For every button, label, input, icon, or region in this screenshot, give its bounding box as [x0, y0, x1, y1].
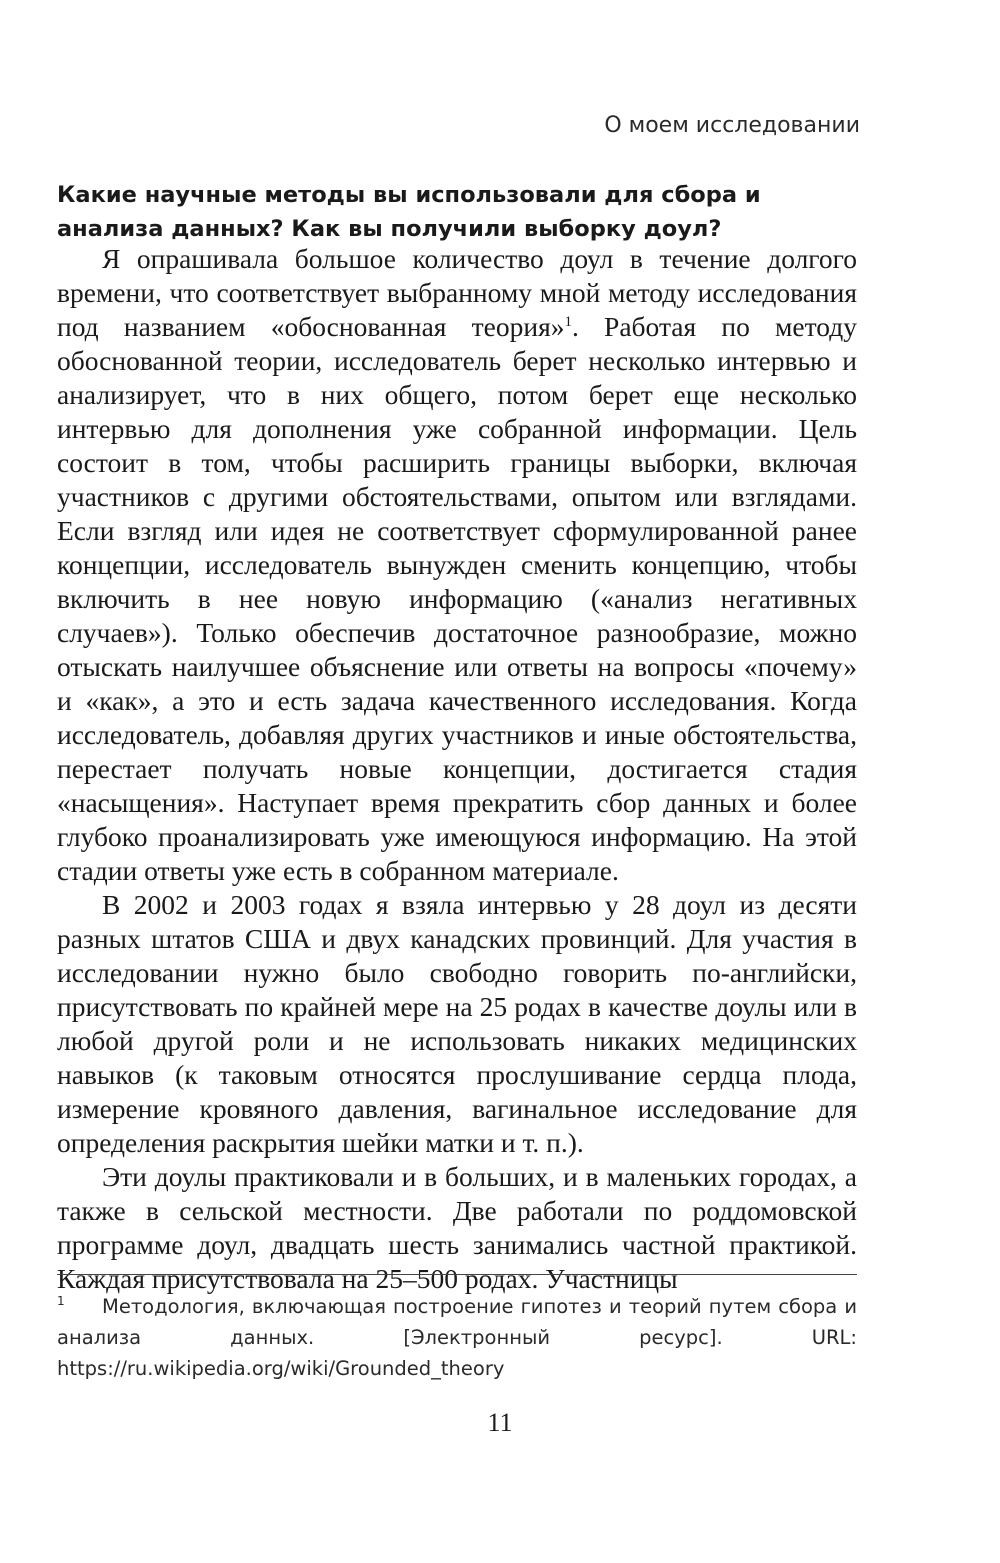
footnote-divider: [57, 1274, 857, 1275]
paragraph-1: [57, 242, 857, 888]
section-heading: Какие научные методы вы использовали для сбора и анализа данных? Как вы получили выборку доул?: [57, 182, 761, 242]
footnote-number: 1: [57, 1294, 65, 1308]
footnote-ref: 1: [564, 313, 572, 330]
footnote-text: Методология, включающая построение гипотез и теорий путем сбора и анализа данных. [Электронный ресурс]. URL: https://ru.wikipedia.org/wiki/Grounded_theory: [57, 1295, 857, 1380]
footnote: [57, 1291, 857, 1384]
paragraph-1-continued: . Работая по методу обоснованной теории, исследователь берет несколько интервью и анализирует, что в них общего, потом берет еще несколько интервью для дополнения уже собранной информации. Цель состоит в том, чтобы расширить границы выборки, включая участников с другими обстоятельствами, опытом или взглядами. Если взгляд или идея не соответствует сформулированной ранее концепции, исследователь вынужден сменить концепцию, чтобы включить в нее новую информацию («анализ негативных случаев»). Только обеспечив достаточное разнообразие, можно отыскать наилучшее объяснение или ответы на вопросы «почему» и «как», а это и есть задача качественного исследования. Когда исследователь, добавляя других участников и иные обстоятельства, перестает получать новые концепции, достигается стадия «насыщения». Наступает время прекратить сбор данных и более глубоко проанализировать уже имеющуюся информацию. На этой стадии ответы уже есть в собранном материале.: [57, 311, 857, 886]
paragraph-2: В 2002 и 2003 годах я взяла интервью у 28 доул из десяти разных штатов США и двух канадских провинций. Для участия в исследовании нужно было свободно говорить по-английски, присутствовать по крайней мере на 25 родах в качестве доулы или в любой другой роли и не использовать никаких медицинских навыков (к таковым относятся прослушивание сердца плода, измерение кровяного давления, вагинальное исследование для определения раскрытия шейки матки и т. п.).: [57, 889, 857, 1158]
page-number: 11: [487, 1408, 513, 1437]
running-head: О моем исследовании: [604, 113, 860, 138]
paragraph-3: Эти доулы практиковали и в больших, и в маленьких городах, а также в сельской местности. Две работали по роддомовской программе доул, двадцать шесть занимались частной практикой. Каждая присутствовала на 25–500 родах. Участницы: [57, 1161, 857, 1294]
body-text: [57, 242, 857, 1296]
paragraph-1-text: Я опрашивала большое количество доул в течение долгого времени, что соответствует выбранному мной методу исследования под названием «обоснованная теория»: [57, 243, 857, 342]
